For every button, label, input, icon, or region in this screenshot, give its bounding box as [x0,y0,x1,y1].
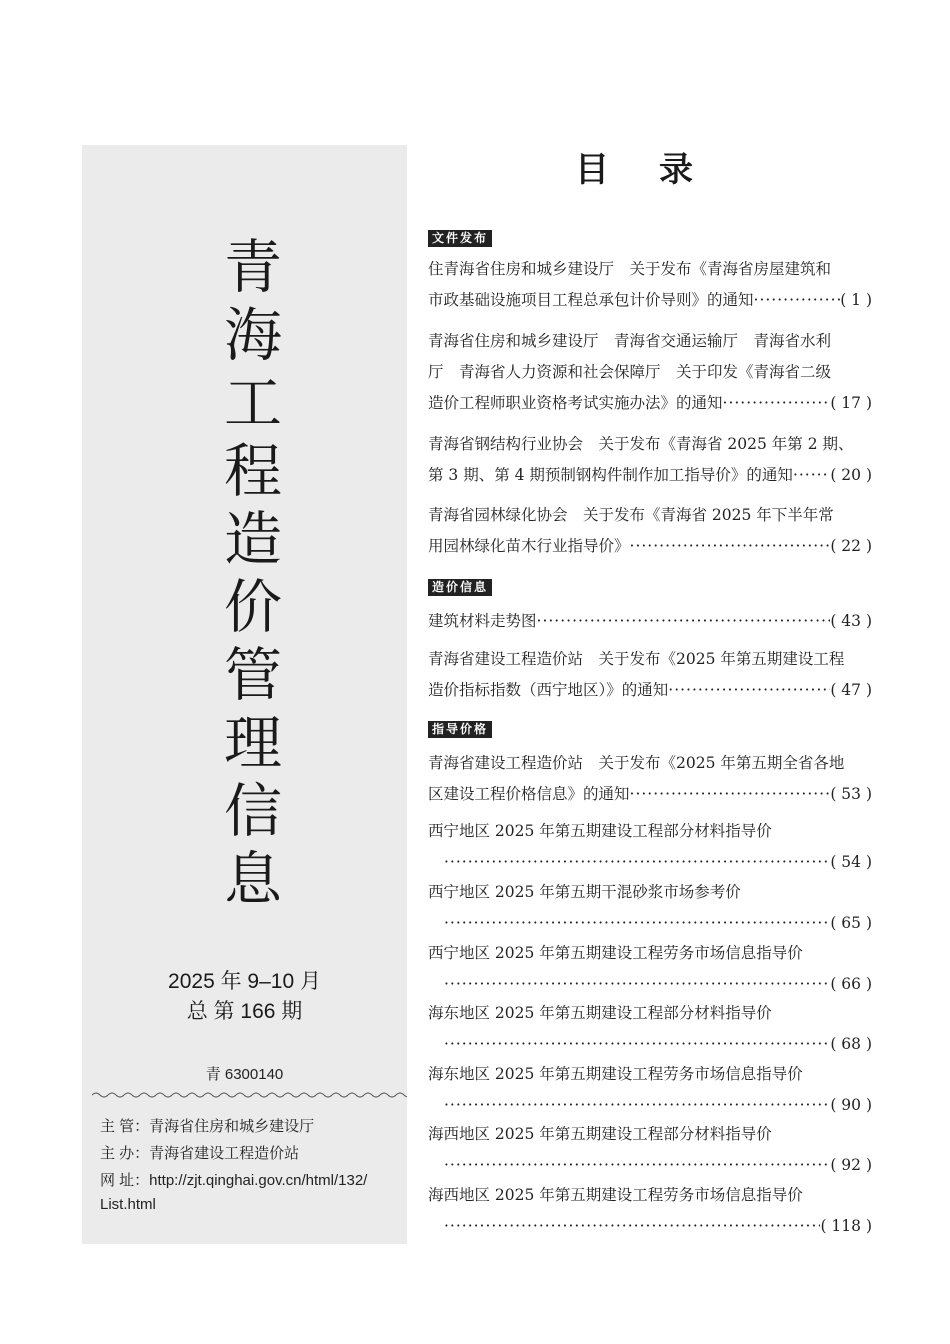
toc-entry[interactable] [428,326,872,419]
toc-entry-line [428,938,872,969]
toc-entry-text: 海东地区 2025 年第五期建设工程劳务市场信息指导价 [428,1065,803,1083]
toc-entry[interactable] [428,938,872,1000]
issue-date: 2025 年 9–10 月 [168,970,321,993]
toc-entry[interactable] [428,254,872,316]
page-number: ( 68 ) [830,1035,872,1053]
toc-entry[interactable] [428,1180,872,1242]
toc-entry[interactable] [428,429,872,491]
dot-leader [444,1090,830,1121]
title-char: 管 [223,641,282,709]
toc-title: 目录 [575,150,743,190]
toc-entry-text: 西宁地区 2025 年第五期建设工程部分材料指导价 [428,822,772,840]
toc-entry[interactable] [428,1119,872,1181]
page-number: ( 90 ) [830,1096,872,1114]
title-char: 青 [223,233,282,301]
toc-entry-line [428,388,872,419]
dot-leader [793,460,830,491]
title-char: 造 [223,505,282,573]
toc-entry-line [428,285,872,316]
page-number: ( 65 ) [830,914,872,932]
toc-entry-line [428,460,872,491]
toc-entry[interactable] [428,816,872,878]
toc-entry-line [428,606,872,637]
toc-entry-text: 青海省钢结构行业协会 关于发布《青海省 2025 年第 2 期、 [428,435,854,453]
toc-entry[interactable] [428,998,872,1060]
website-info-continued[interactable]: List.html [100,1196,156,1213]
toc-entry-text: 西宁地区 2025 年第五期建设工程劳务市场信息指导价 [428,944,803,962]
toc-entry-text: 造价指标指数（西宁地区）》的通知 [428,681,669,699]
issue-total: 总 第 166 期 [186,1000,303,1023]
page-number: ( 54 ) [830,853,872,871]
toc-entry-text: 青海省建设工程造价站 关于发布《2025 年第五期全省各地 [428,754,845,772]
page-number: ( 53 ) [830,785,872,803]
title-char: 理 [223,709,282,777]
toc-entry-text: 住青海省住房和城乡建设厅 关于发布《青海省房屋建筑和 [428,260,832,278]
dot-leader [444,1150,830,1181]
toc-entry-text: 造价工程师职业资格考试实施办法》的通知 [428,394,723,412]
title-char: 息 [223,845,282,913]
page-number: ( 1 ) [840,291,872,309]
toc-entry-text: 用园林绿化苗木行业指导价》 [428,537,630,555]
dot-leader [668,675,830,706]
title-char: 信 [223,777,282,845]
page-number: ( 22 ) [830,537,872,555]
page-number: ( 66 ) [830,975,872,993]
dot-leader [444,969,830,1000]
toc-entry[interactable] [428,606,872,637]
page-number: ( 43 ) [830,612,872,630]
toc-entry-text: 市政基础设施项目工程总承包计价导则》的通知 [428,291,754,309]
toc-entry-line [428,1029,872,1060]
toc-entry-line [428,1059,872,1090]
dot-leader [444,1211,820,1242]
dot-leader [444,1029,830,1060]
toc-entry-line [428,1090,872,1121]
toc-entry-text: 海西地区 2025 年第五期建设工程劳务市场信息指导价 [428,1186,803,1204]
dot-leader [723,388,831,419]
page-number: ( 47 ) [830,681,872,699]
publication-code: 青 6300140 [205,1066,284,1083]
toc-entry[interactable] [428,748,872,810]
section-header: 文件发布 [428,230,492,247]
toc-entry-text: 青海省建设工程造价站 关于发布《2025 年第五期建设工程 [428,650,845,668]
toc-entry-line [428,500,872,531]
toc-entry-text: 青海省园林绿化协会 关于发布《青海省 2025 年下半年常 [428,506,834,524]
website-info[interactable]: 网 址：http://zjt.qinghai.gov.cn/html/132/ [100,1172,368,1189]
toc-entry-line [428,998,872,1029]
toc-entry-line [428,847,872,878]
toc-entry-line [428,1211,872,1242]
toc-entry[interactable] [428,500,872,562]
toc-entry-line [428,908,872,939]
toc-entry-line [428,1150,872,1181]
dot-leader [754,285,841,316]
toc-entry[interactable] [428,644,872,706]
toc-entry-line [428,816,872,847]
toc-entry-line [428,1180,872,1211]
toc-entry-line [428,429,872,460]
cover-panel [82,145,407,1244]
toc-entry-text: 第 3 期、第 4 期预制钢构件制作加工指导价》的通知 [428,466,793,484]
toc-entry-line [428,877,872,908]
toc-entry-line [428,326,872,357]
toc-entry-line [428,644,872,675]
page-number: ( 92 ) [830,1156,872,1174]
section-header: 造价信息 [428,579,492,596]
sponsor-info: 主 办：青海省建设工程造价站 [100,1145,300,1162]
toc-entry-line [428,748,872,779]
toc-entry-line [428,969,872,1000]
title-char: 海 [223,301,282,369]
page-number: ( 20 ) [830,466,872,484]
title-char: 工 [223,369,282,437]
toc-entry-text: 海东地区 2025 年第五期建设工程部分材料指导价 [428,1004,772,1022]
toc-entry-line [428,779,872,810]
toc-entry-text: 海西地区 2025 年第五期建设工程部分材料指导价 [428,1125,772,1143]
title-char: 价 [223,573,282,641]
dot-leader [444,847,830,878]
toc-entry-text: 西宁地区 2025 年第五期干混砂浆市场参考价 [428,883,741,901]
dot-leader [630,779,831,810]
title-char: 程 [223,437,282,505]
journal-title-vertical [218,233,288,913]
toc-entry-text: 厅 青海省人力资源和社会保障厅 关于印发《青海省二级 [428,363,832,381]
wavy-divider [92,1090,407,1100]
page-number: ( 17 ) [830,394,872,412]
toc-entry[interactable] [428,1059,872,1121]
toc-entry-text: 建筑材料走势图 [428,612,537,630]
supervisor-info: 主 管：青海省住房和城乡建设厅 [100,1118,315,1135]
toc-entry-line [428,1119,872,1150]
dot-leader [444,908,830,939]
toc-entry-line [428,531,872,562]
toc-entry-text: 区建设工程价格信息》的通知 [428,785,630,803]
toc-entry-line [428,254,872,285]
toc-entry[interactable] [428,877,872,939]
dot-leader [630,531,831,562]
dot-leader [537,606,831,637]
toc-entry-text: 青海省住房和城乡建设厅 青海省交通运输厅 青海省水利 [428,332,832,350]
toc-entry-line [428,357,872,388]
toc-entry-line [428,675,872,706]
page-number: ( 118 ) [820,1217,872,1235]
section-header: 指导价格 [428,721,492,738]
